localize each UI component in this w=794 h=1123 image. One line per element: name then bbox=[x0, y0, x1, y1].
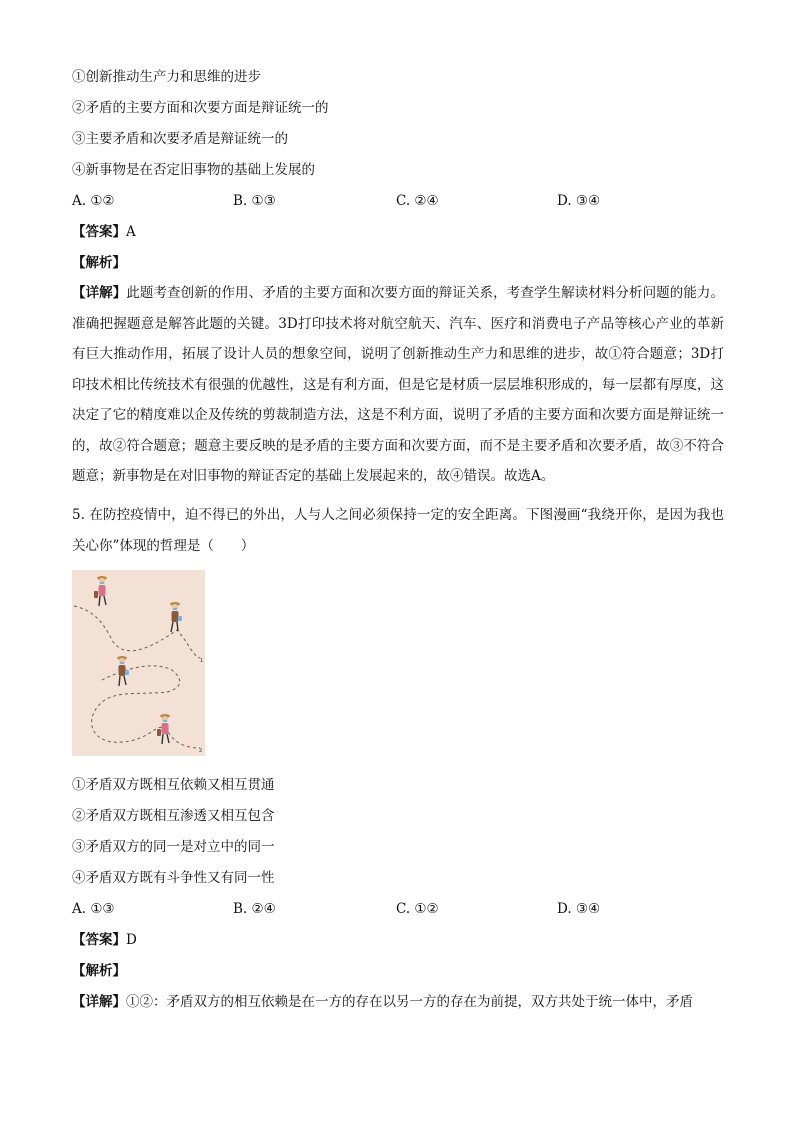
q4-statement-4: ④新事物是在否定旧事物的基础上发展的 bbox=[72, 162, 315, 178]
q5-option-c: C. ①② bbox=[396, 901, 439, 917]
q4-answer: A bbox=[126, 224, 136, 240]
q4-option-c: C. ②④ bbox=[396, 193, 439, 209]
q5-statement-3: ③矛盾双方的同一是对立中的同一 bbox=[72, 839, 275, 855]
q5-option-a: A. ①③ bbox=[72, 901, 115, 917]
path-label-2: 2 bbox=[199, 748, 203, 754]
q5-detail-text: ①②：矛盾双方的相互依赖是在一方的存在以另一方的存在为前提，双方共处于统一体中，矛盾 bbox=[126, 994, 693, 1010]
q4-detail-label: 【详解】 bbox=[72, 285, 127, 301]
cartoon-svg bbox=[72, 570, 205, 756]
q4-statement-1: ①创新推动生产力和思维的进步 bbox=[72, 69, 261, 85]
q4-analysis-label: 【解析】 bbox=[72, 255, 126, 271]
q5-detail-label: 【详解】 bbox=[72, 994, 126, 1010]
q5-detail-line bbox=[72, 992, 693, 1012]
q5-analysis-label: 【解析】 bbox=[72, 963, 126, 979]
q5-answer-label: 【答案】 bbox=[72, 932, 126, 948]
q4-detail-text: 此题考查创新的作用、矛盾的主要方面和次要方面的辩证关系，考查学生解读材料分析问题的能力。准确把握题意是解答此题的关键。3D打印技术将对航空航天、汽车、医疗和消费电子产品等核心产业的革新有巨大推动作用，拓展了设计人员的想象空间，说明了创新推动生产力和思维的进步，故①符合题意；3D打印技术相比传统技术有很强的优越性，这是有利方面，但是它是材质一层层堆积形成的，每一层都有厚度，这决定了它的精度难以企及传统的剪裁制造方法，这是不利方面，说明了矛盾的主要方面和次要方面是辩证统一的，故②符合题意；题意主要反映的是矛盾的主要方面和次要方面，而不是主要矛盾和次要矛盾，故③不符合题意；新事物是在对旧事物的辩证否定的基础上发展起来的，故④错误。故选A。 bbox=[72, 285, 725, 484]
q5-statement-2: ②矛盾双方既相互渗透又相互包含 bbox=[72, 808, 275, 824]
q4-statement-3: ③主要矛盾和次要矛盾是辩证统一的 bbox=[72, 131, 288, 147]
cartoon-background bbox=[72, 570, 205, 756]
q5-answer: D bbox=[126, 932, 137, 948]
q4-option-b: B. ①③ bbox=[233, 193, 276, 209]
path-label-1: 1 bbox=[200, 658, 204, 664]
q5-statement-4: ④矛盾双方既有斗争性又有同一性 bbox=[72, 870, 275, 886]
q5-option-b: B. ②④ bbox=[233, 901, 276, 917]
q4-detail-paragraph bbox=[72, 278, 724, 492]
q4-answer-line bbox=[72, 222, 136, 242]
q4-option-a: A. ①② bbox=[72, 193, 115, 209]
q5-answer-line bbox=[72, 930, 137, 950]
q5-statement-1: ①矛盾双方既相互依赖又相互贯通 bbox=[72, 777, 275, 793]
q5-option-d: D. ③④ bbox=[557, 901, 601, 917]
q5-stem: 5. 在防控疫情中，迫不得已的外出，人与人之间必须保持一定的安全距离。下图漫画“我绕开你，是因为我也关心你”体现的哲理是（ ） bbox=[72, 507, 724, 554]
q4-answer-label: 【答案】 bbox=[72, 224, 126, 240]
q5-cartoon-image bbox=[72, 570, 205, 756]
q4-option-d: D. ③④ bbox=[557, 193, 601, 209]
q4-statement-2: ②矛盾的主要方面和次要方面是辩证统一的 bbox=[72, 100, 329, 116]
